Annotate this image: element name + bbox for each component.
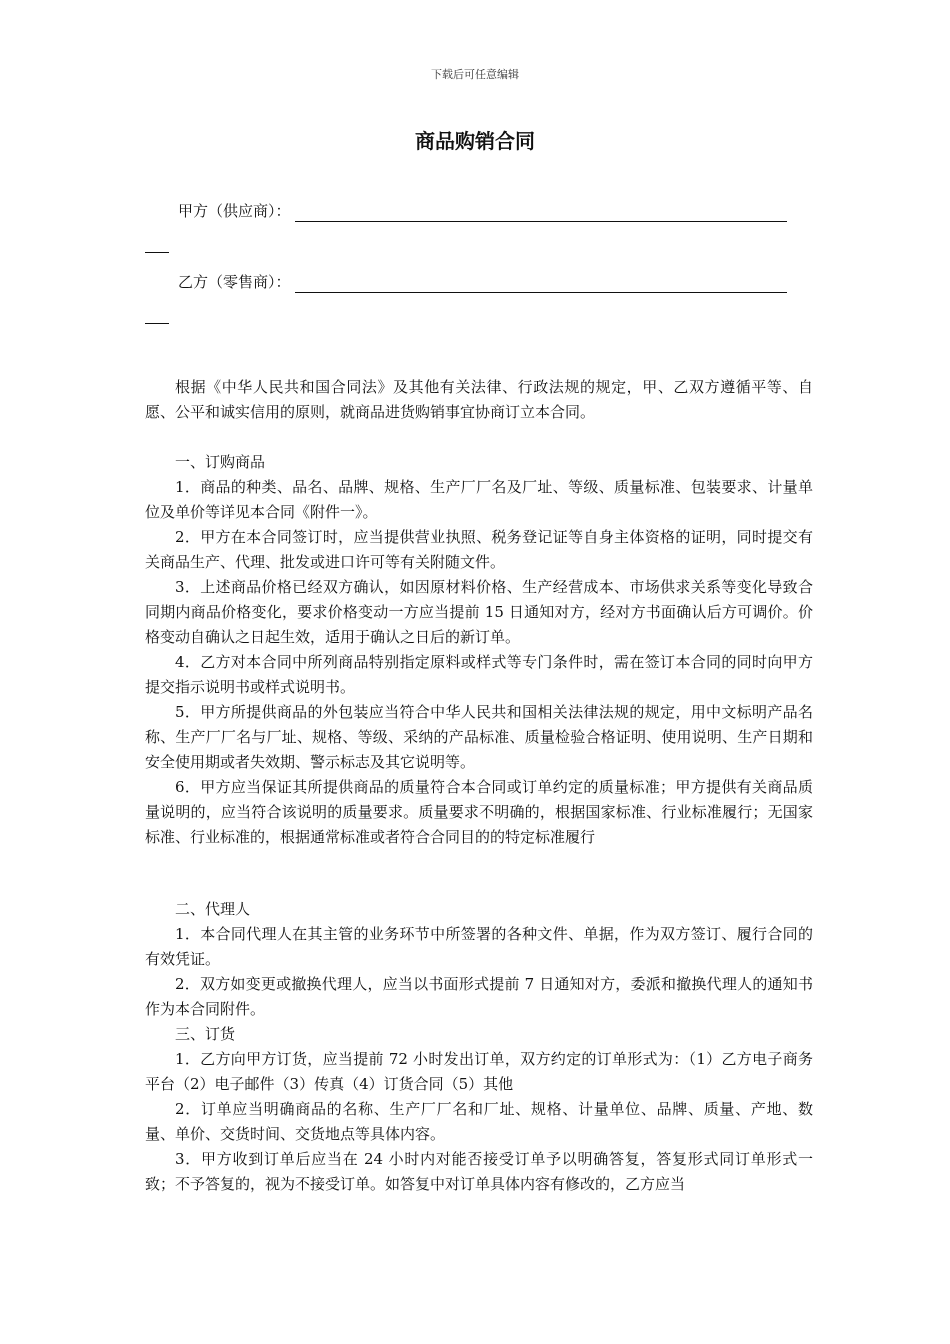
party-a-blank-tail [145,252,169,253]
section-3-item: 1．乙方向甲方订货，应当提前 72 小时发出订单，双方约定的订单形式为：（1）乙方电子商务平台（2）电子邮件（3）传真（4）订货合同（5）其他 [145,1050,813,1093]
party-a-blank [295,200,787,222]
party-b-blank-tail [145,323,169,324]
section-3-item: 2．订单应当明确商品的名称、生产厂厂名和厂址、规格、计量单位、品牌、质量、产地、数量、单价、交货时间、交货地点等具体内容。 [145,1100,813,1143]
section-3-heading: 三、订货 [175,1025,236,1043]
section-1-item: 4．乙方对本合同中所列商品特别指定原料或样式等专门条件时，需在签订本合同的同时向甲方提交指示说明书或样式说明书。 [145,653,813,696]
section-1-heading: 一、订购商品 [175,453,266,471]
section-2-item: 1．本合同代理人在其主管的业务环节中所签署的各种文件、单据，作为双方签订、履行合同的有效凭证。 [145,925,813,968]
section-1-item: 6．甲方应当保证其所提供商品的质量符合本合同或订单约定的质量标准；甲方提供有关商品质量说明的，应当符合该说明的质量要求。质量要求不明确的，根据国家标准、行业标准履行；无国家标准、行业标准的，根据通常标准或者符合合同目的的特定标准履行 [145,778,813,846]
header-note: 下载后可任意编辑 [431,68,519,81]
party-a-line [178,200,787,222]
section-2-heading: 二、代理人 [175,900,251,918]
section-3-item: 3．甲方收到订单后应当在 24 小时内对能否接受订单予以明确答复，答复形式同订单形式一致；不予答复的，视为不接受订单。如答复中对订单具体内容有修改的，乙方应当 [145,1150,813,1193]
party-b-blank [295,271,787,293]
section-1 [145,450,813,850]
section-1-item: 3．上述商品价格已经双方确认，如因原材料价格、生产经营成本、市场供求关系等变化导致合同期内商品价格变化，要求价格变动一方应当提前 15 日通知对方，经对方书面确认后方可调价。价格变动自确认之日起生效，适用于确认之日后的新订单。 [145,578,813,646]
preamble-paragraph: 根据《中华人民共和国合同法》及其他有关法律、行政法规的规定，甲、乙双方遵循平等、自愿、公平和诚实信用的原则，就商品进货购销事宜协商订立本合同。 [145,378,813,421]
party-a-label: 甲方（供应商）： [178,202,291,220]
section-1-item: 1．商品的种类、品名、品牌、规格、生产厂厂名及厂址、等级、质量标准、包装要求、计量单位及单价等详见本合同《附件一》。 [145,478,813,521]
section-2-3 [145,897,813,1197]
section-2-item: 2．双方如变更或撤换代理人，应当以书面形式提前 7 日通知对方，委派和撤换代理人的通知书作为本合同附件。 [145,975,813,1018]
section-1-item: 2．甲方在本合同签订时，应当提供营业执照、税务登记证等自身主体资格的证明，同时提交有关商品生产、代理、批发或进口许可等有关附随文件。 [145,528,813,571]
preamble-block [145,375,813,425]
section-1-item: 5．甲方所提供商品的外包装应当符合中华人民共和国相关法律法规的规定，用中文标明产品名称、生产厂厂名与厂址、规格、等级、采纳的产品标准、质量检验合格证明、使用说明、生产日期和安全使用期或者失效期、警示标志及其它说明等。 [145,703,813,771]
party-b-line [178,271,787,293]
document-title: 商品购销合同 [415,129,535,153]
party-b-label: 乙方（零售商）： [178,273,291,291]
